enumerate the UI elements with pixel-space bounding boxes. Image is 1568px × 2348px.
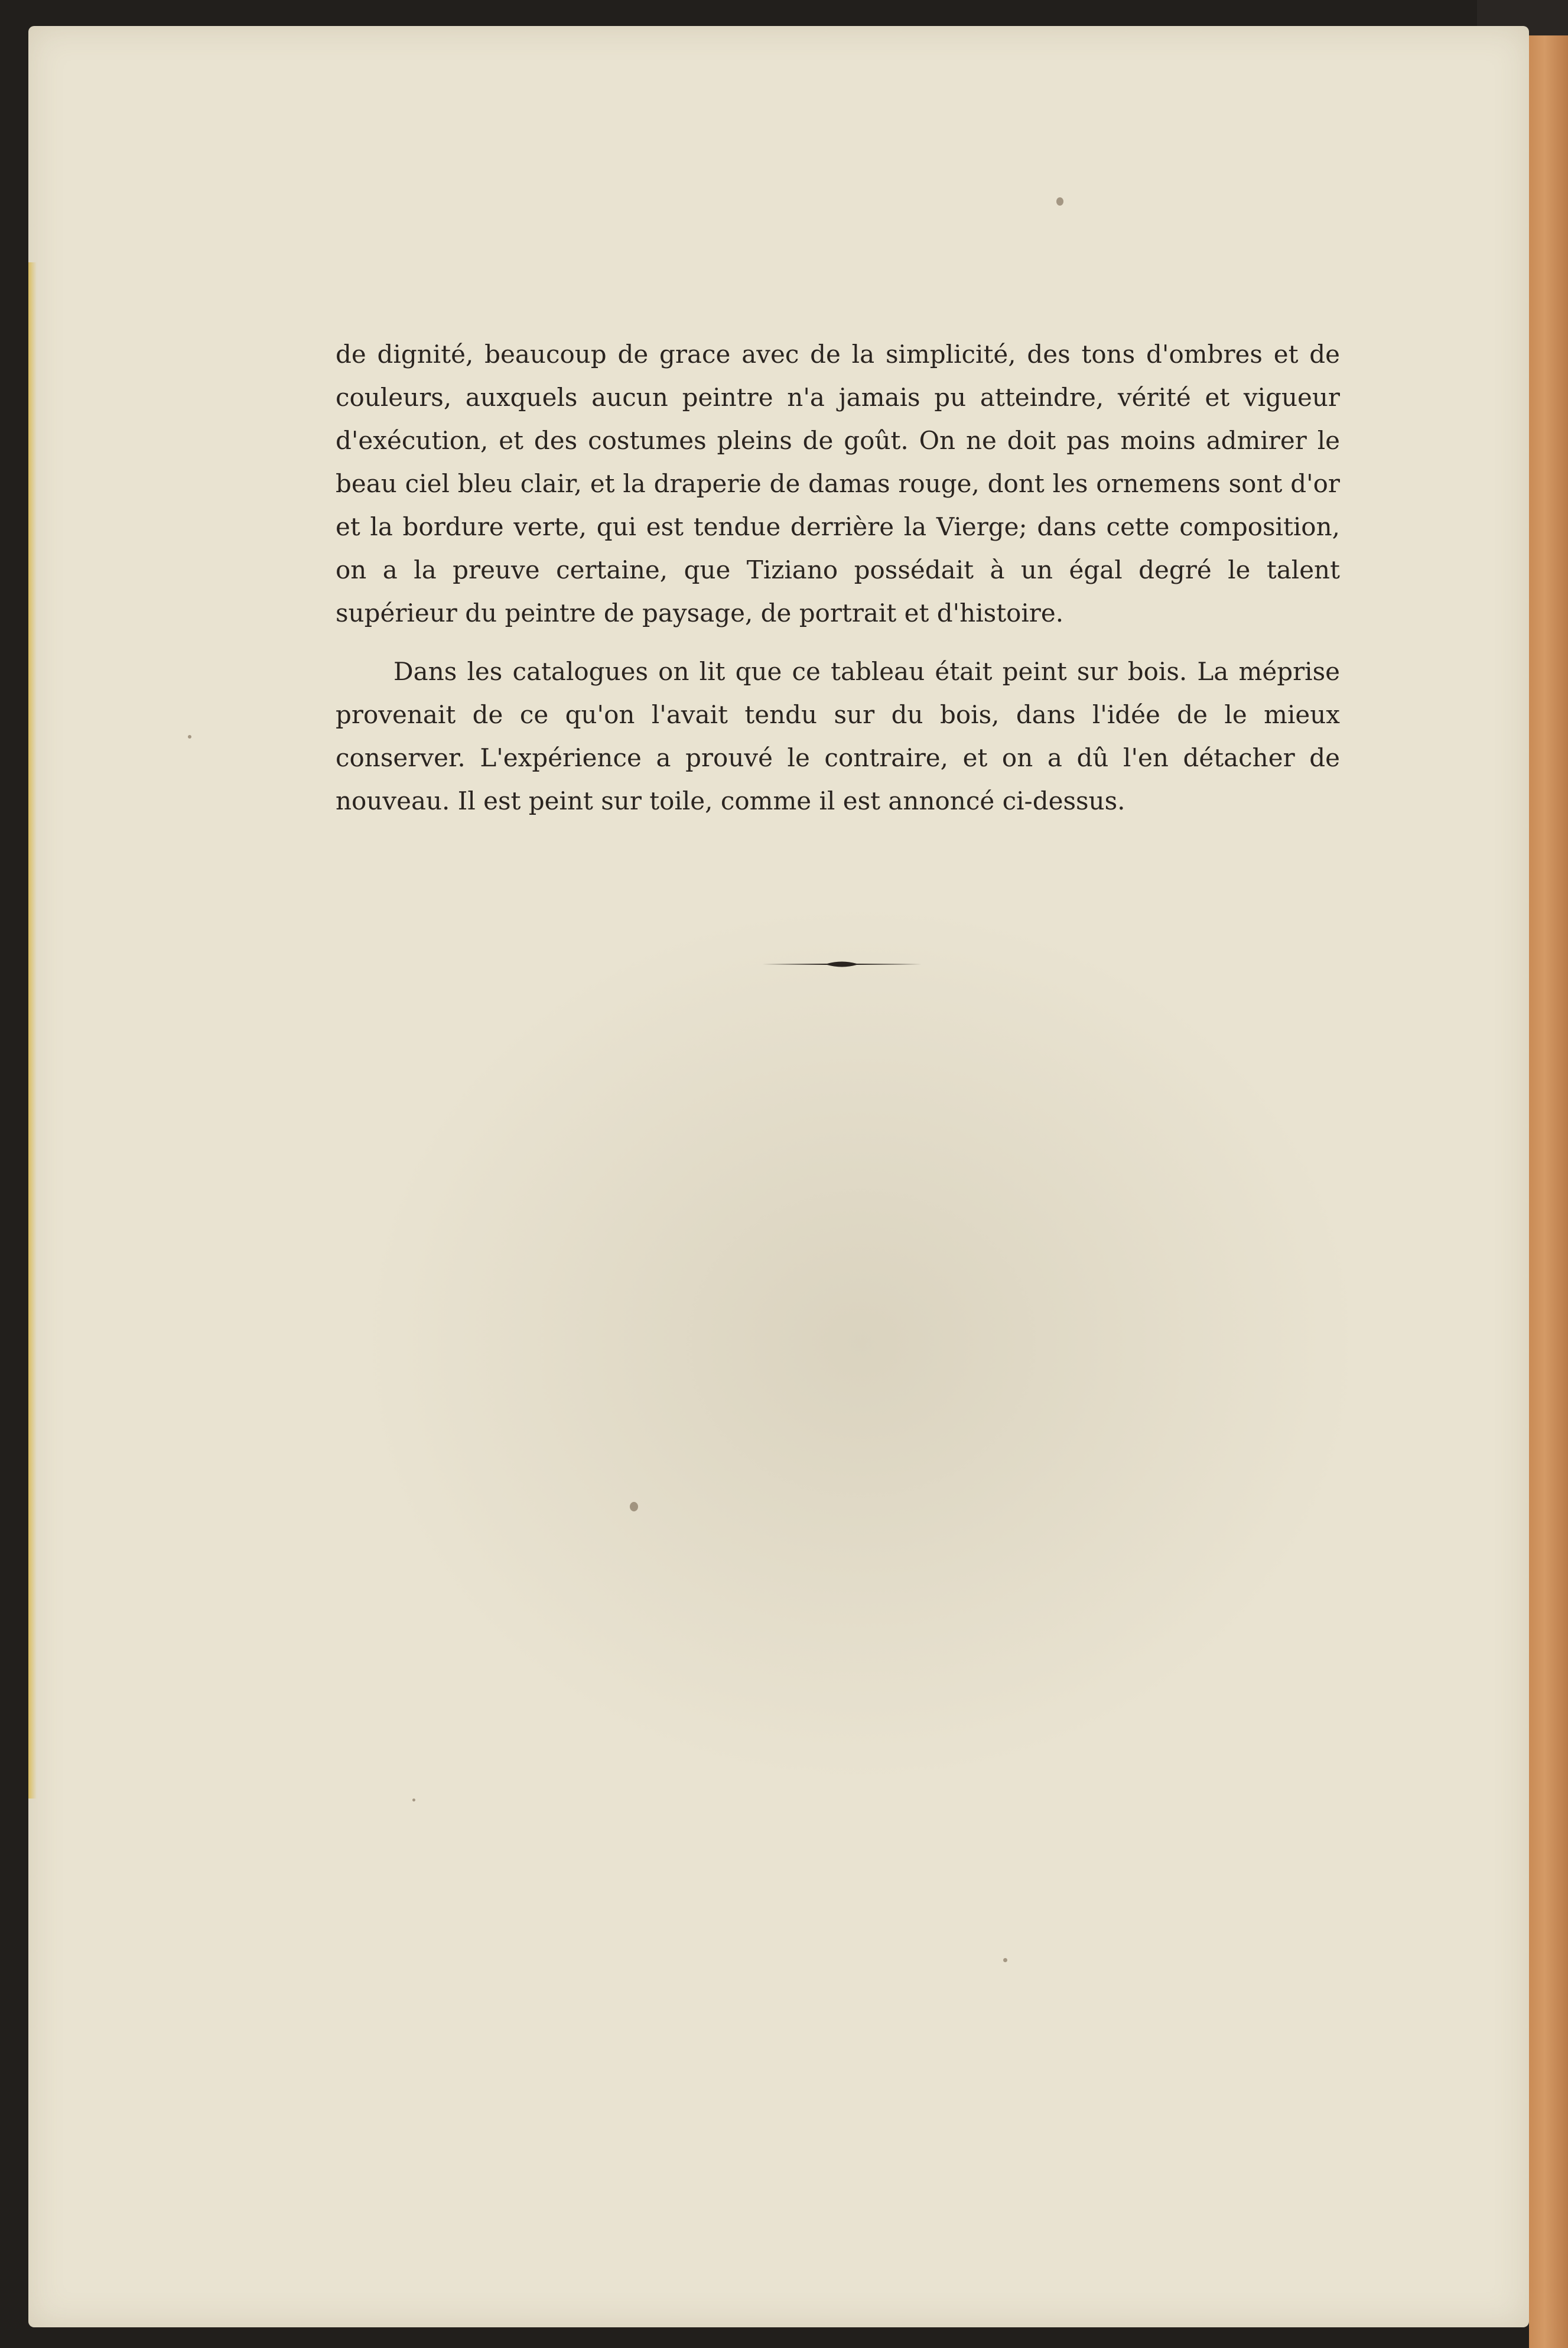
paper-fleck [188,735,191,739]
paper-fleck [630,1502,638,1511]
paper-fleck [412,1799,415,1801]
page-gilt-edge [28,262,37,1799]
book-spine-edge [1529,35,1568,2348]
ink-show-through [359,900,1364,1787]
paragraph-description: de dignité, beaucoup de grace avec de la simplicité, des tons d'ombres et de couleurs, auxquels aucun peintre n'a jamais pu atteindre, vérité et vigueur d'exécution, et des costumes pleins de goût. On ne doit pas moins admirer le beau ciel bleu clair, et la draperie de damas rouge, dont les ornemens sont d'or et la bordure verte, qui est tendue derrière la Vierge; dans cette composition, on a la preuve certaine, que Tiziano possédait à un égal degré le talent supérieur du peintre de paysage, de portrait et d'histoire. [336,340,1340,627]
body-text [336,333,1340,822]
paragraph-catalogue-note: Dans les catalogues on lit que ce tableau était peint sur bois. La méprise provenait de ce qu'on l'avait tendu sur du bois, dans l'idée de le mieux conserver. L'expérience a prouvé le contraire, et on a dû l'en détacher de nouveau. Il est peint sur toile, comme il est annoncé ci-dessus. [336,657,1340,815]
paper-fleck [1003,1958,1007,1962]
end-ornament [762,957,922,971]
paper-fleck [1056,197,1063,206]
ornament-rule [762,962,922,967]
